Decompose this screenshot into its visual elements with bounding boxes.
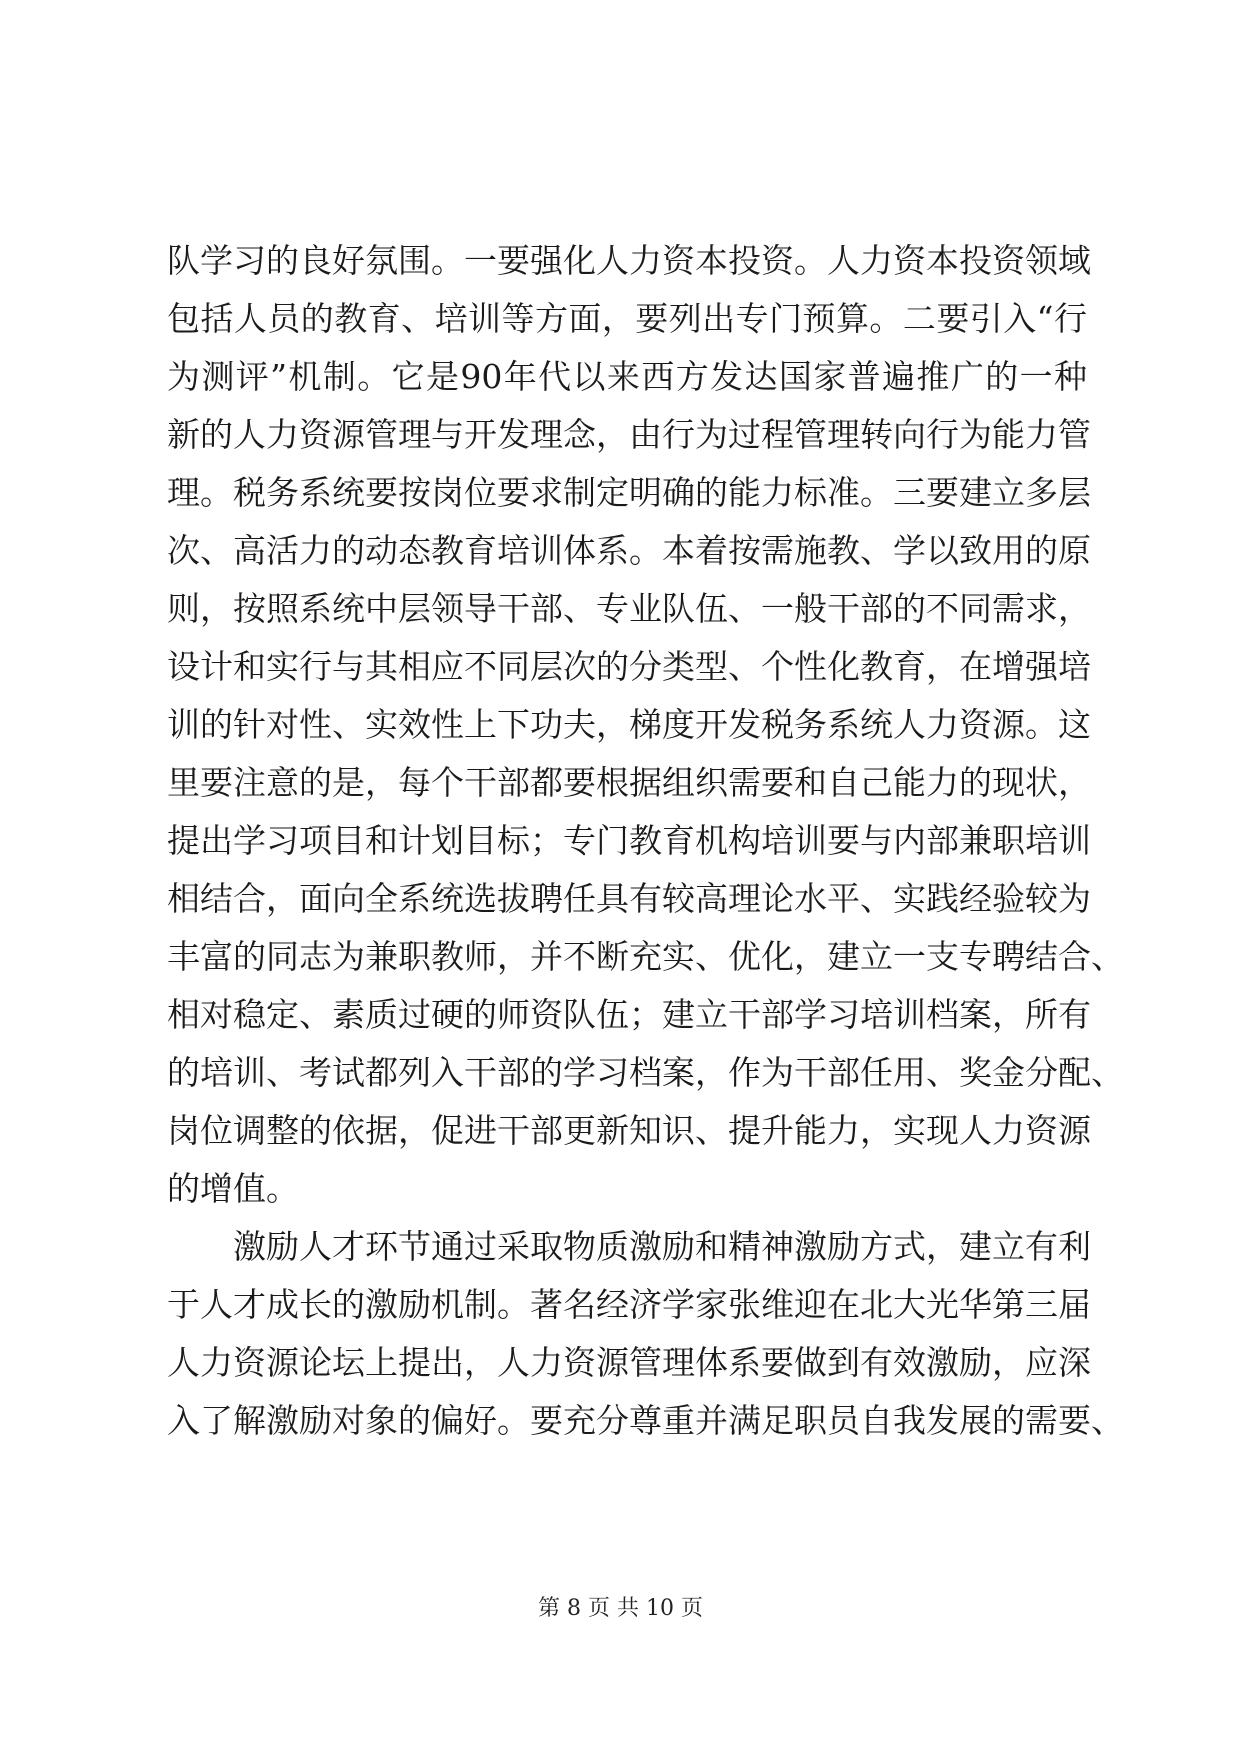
- text-line: 为测评”机制。它是90年代以来西方发达国家普遍推广的一种: [167, 357, 1087, 396]
- paragraph-2: [167, 1218, 1124, 1450]
- page-number-footer: 第 8 页 共 10 页: [538, 1596, 703, 1621]
- text-line: 队学习的良好氛围。一要强化人力资本投资。人力资本投资领域: [167, 241, 1091, 280]
- text-line: 里要注意的是，每个干部都要根据组织需要和自己能力的现状，: [167, 763, 1091, 802]
- text-line: 激励人才环节通过采取物质激励和精神激励方式，建立有利: [233, 1227, 1091, 1266]
- paragraph-1: [167, 232, 1124, 1218]
- text-line: 次、高活力的动态教育培训体系。本着按需施教、学以致用的原: [167, 531, 1091, 570]
- text-line: 丰富的同志为兼职教师，并不断充实、优化，建立一支专聘结合、: [167, 937, 1124, 976]
- text-line: 岗位调整的依据，促进干部更新知识、提升能力，实现人力资源: [167, 1111, 1091, 1150]
- text-line: 则，按照系统中层领导干部、专业队伍、一般干部的不同需求，: [167, 589, 1091, 628]
- text-line: 理。税务系统要按岗位要求制定明确的能力标准。三要建立多层: [167, 473, 1091, 512]
- text-line: 训的针对性、实效性上下功夫，梯度开发税务系统人力资源。这: [167, 705, 1091, 744]
- text-line: 入了解激励对象的偏好。要充分尊重并满足职员自我发展的需要、: [167, 1401, 1124, 1440]
- text-line: 于人才成长的激励机制。著名经济学家张维迎在北大光华第三届: [167, 1285, 1091, 1324]
- text-line: 相对稳定、素质过硬的师资队伍；建立干部学习培训档案，所有: [167, 995, 1091, 1034]
- text-line: 设计和实行与其相应不同层次的分类型、个性化教育，在增强培: [167, 647, 1091, 686]
- text-line: 包括人员的教育、培训等方面，要列出专门预算。二要引入“行: [167, 299, 1087, 338]
- text-line: 新的人力资源管理与开发理念，由行为过程管理转向行为能力管: [167, 415, 1091, 454]
- document-body: [167, 232, 1124, 1450]
- text-line: 人力资源论坛上提出，人力资源管理体系要做到有效激励，应深: [167, 1343, 1091, 1382]
- text-line: 的增值。: [167, 1169, 299, 1208]
- text-line: 提出学习项目和计划目标；专门教育机构培训要与内部兼职培训: [167, 821, 1091, 860]
- text-line: 相结合，面向全系统选拔聘任具有较高理论水平、实践经验较为: [167, 879, 1091, 918]
- text-line: 的培训、考试都列入干部的学习档案，作为干部任用、奖金分配、: [167, 1053, 1124, 1092]
